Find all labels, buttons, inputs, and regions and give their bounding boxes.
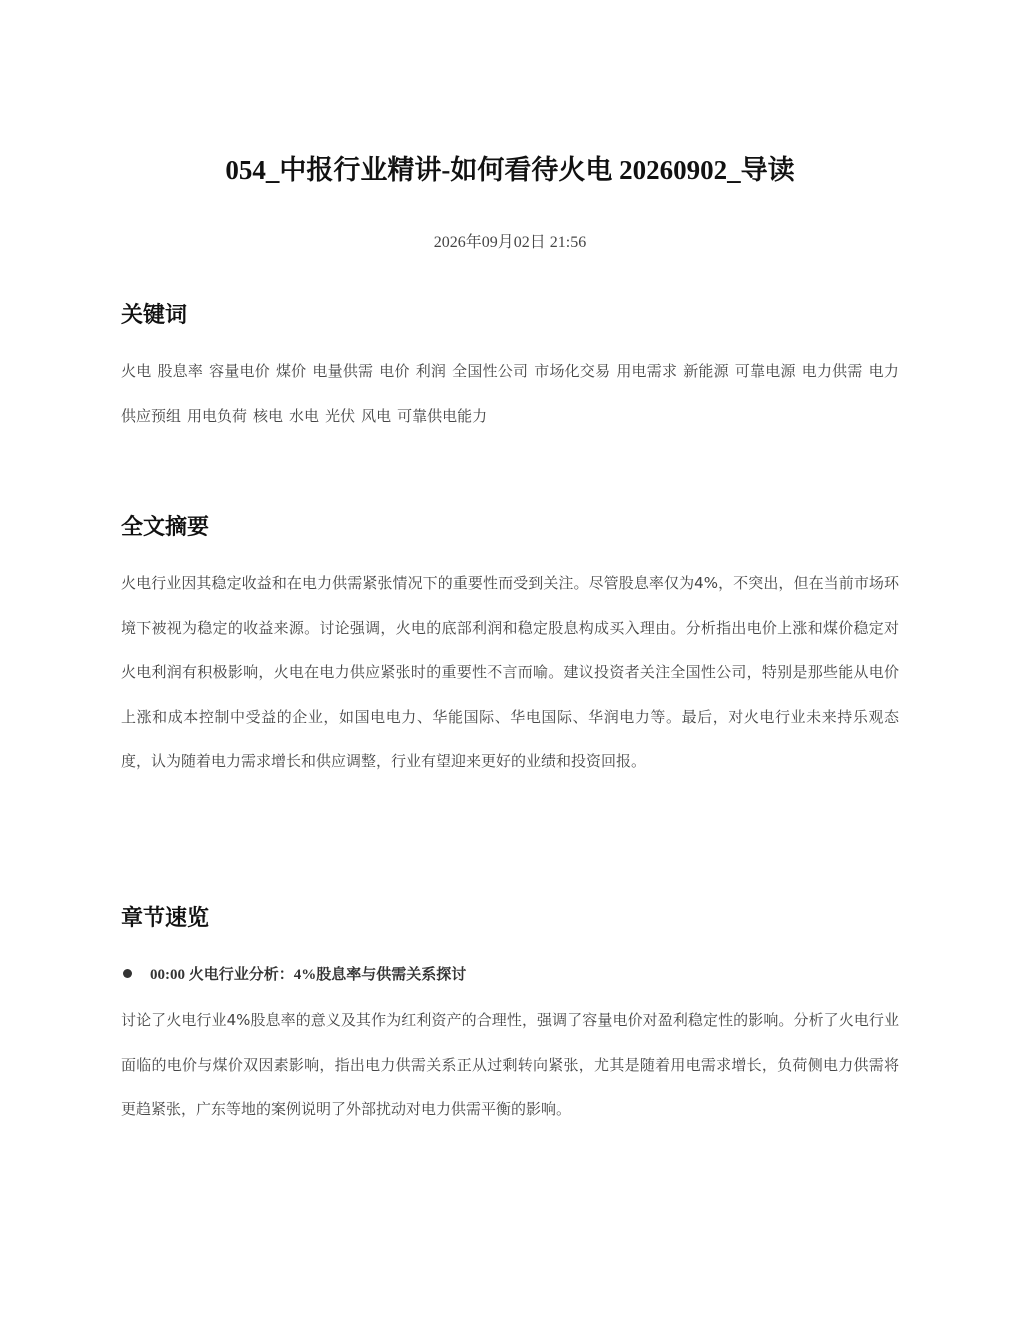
keyword: 可靠电源 bbox=[734, 362, 796, 380]
chapter-title: 00:00 火电行业分析：4%股息率与供需关系探讨 bbox=[150, 966, 467, 983]
keywords-heading: 关键词 bbox=[121, 303, 188, 328]
document-date: 2026年09月02日 21:56 bbox=[433, 234, 587, 251]
keyword: 光伏 bbox=[325, 406, 356, 425]
summary-text: 火电行业因其稳定收益和在电力供需紧张情况下的重要性而受到关注。尽管股息率仅为4%，不突出，但在当前市场环境下被视为稳定的收益来源。讨论强调，火电的底部利润和稳定股息构成买入理由。分析指出电价上涨和煤价稳定对火电利润有积极影响，火电在电力供应紧张时的重要性不言而喻。建议投资者关注全国性公司，特别是那些能从电价上涨和成本控制中受益的企业，如国电电力、华能国际、华电国际、华润电力等。最后，对火电行业未来持乐观态度，认为随着电力需求增长和供应调整，行业有望迎来更好的业绩和投资回报。 bbox=[121, 574, 899, 770]
keyword: 电力供应预组 bbox=[121, 362, 899, 425]
keyword: 核电 bbox=[253, 406, 284, 425]
keyword: 利润 bbox=[415, 362, 447, 380]
keywords-list bbox=[121, 349, 899, 438]
keyword: 煤价 bbox=[275, 362, 307, 380]
chapters-heading: 章节速览 bbox=[121, 906, 210, 931]
keyword: 全国性公司 bbox=[452, 362, 529, 380]
keyword: 电价 bbox=[379, 362, 410, 380]
keyword: 水电 bbox=[289, 406, 320, 425]
keyword: 市场化交易 bbox=[534, 362, 611, 380]
chapter-item bbox=[121, 958, 466, 988]
keyword: 可靠供电能力 bbox=[397, 406, 488, 425]
summary-heading: 全文摘要 bbox=[121, 515, 210, 540]
keyword: 风电 bbox=[361, 406, 392, 425]
chapter-text: 讨论了火电行业4%股息率的意义及其作为红利资产的合理性，强调了容量电价对盈利稳定性的影响。分析了火电行业面临的电价与煤价双因素影响，指出电力供需关系正从过剩转向紧张，尤其是随着用电需求增长，负荷侧电力供需将更趋紧张，广东等地的案例说明了外部扰动对电力供需平衡的影响。 bbox=[121, 1011, 899, 1118]
document-title: 054_中报行业精讲-如何看待火电 20260902_导读 bbox=[225, 155, 795, 185]
keyword: 容量电价 bbox=[209, 362, 270, 380]
keyword: 新能源 bbox=[683, 362, 729, 380]
keyword: 用电负荷 bbox=[187, 406, 248, 425]
keyword: 电力供需 bbox=[801, 362, 863, 380]
keyword: 电量供需 bbox=[312, 362, 374, 380]
keyword: 股息率 bbox=[157, 362, 204, 380]
keyword: 用电需求 bbox=[616, 362, 678, 380]
bullet-icon bbox=[123, 969, 132, 978]
keyword: 火电 bbox=[121, 362, 152, 380]
